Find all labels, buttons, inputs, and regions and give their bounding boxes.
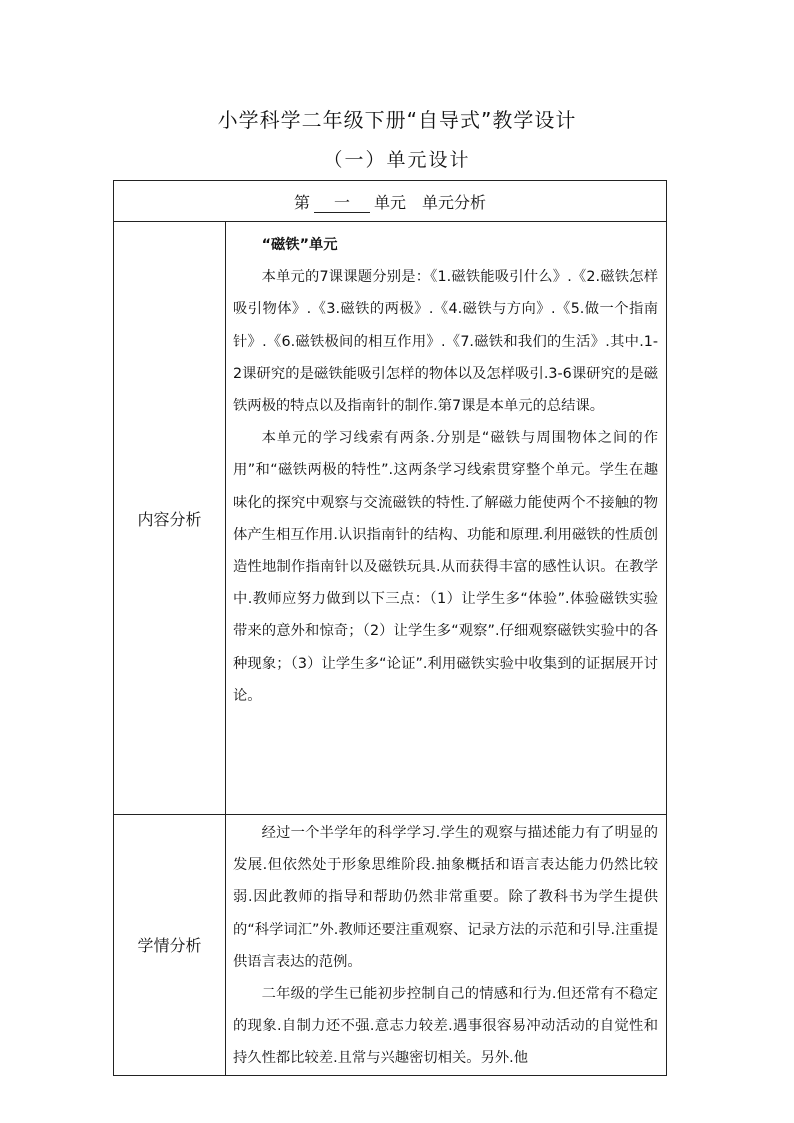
learner-analysis-cell (226, 815, 667, 1076)
content-paragraph: 本单元的7课课题分别是：《1.磁铁能吸引什么》.《2.磁铁怎样吸引物体》.《3.磁铁的两极》.《4.磁铁与方向》.《5.做一个指南针》.《6.磁铁极间的相互作用》.《7.磁铁和我们的生活》.其中.1-2课研究的是磁铁能吸引怎样的物体以及怎样吸引.3-6课研究的是磁铁两极的特点以及指南针的制作.第7课是本单元的总结课。 (233, 269, 658, 415)
content-analysis-cell (226, 222, 667, 815)
table-row (114, 815, 667, 1076)
section-subtitle: （一）单元设计 (323, 149, 471, 171)
content-paragraph: 本单元的学习线索有两条.分别是“磁铁与周围物体之间的作用”和“磁铁两极的特性”.这两条学习线索贯穿整个单元。学生在趣味化的探究中观察与交流磁铁的特性.了解磁力能使两个不接触的物体产生相互作用.认识指南针的结构、功能和原理.利用磁铁的性质创造性地制作指南针以及磁铁玩具.从而获得丰富的感性认识。在教学中.教师应努力做到以下三点：（1）让学生多“体验”.体验磁铁实验带来的意外和惊奇；（2）让学生多“观察”.仔细观察磁铁实验中的各种现象；（3）让学生多“论证”.利用磁铁实验中收集到的证据展开讨论。 (233, 430, 658, 704)
table-row (114, 222, 667, 815)
content-paragraph: 二年级的学生已能初步控制自己的情感和行为.但还常有不稳定的现象.自制力还不强.意志力较差.遇事很容易冲动活动的自觉性和持久性都比较差.且常与兴趣密切相关。另外.他 (233, 986, 658, 1067)
row-label-content-analysis: 内容分析 (114, 222, 226, 815)
table-header-row (114, 181, 667, 222)
content-paragraph: 经过一个半学年的科学学习.学生的观察与描述能力有了明显的发展.但依然处于形象思维阶段.抽象概括和语言表达能力仍然比较弱.因此教师的指导和帮助仍然非常重要。除了教科书为学生提供的“科学词汇”外.教师还要注重观察、记录方法的示范和引导.注重提供语言表达的范例。 (233, 825, 658, 970)
unit-number-blank: 一 (314, 194, 370, 213)
header-suffix: 单元 单元分析 (374, 192, 487, 212)
unit-heading: “磁铁”单元 (261, 237, 338, 253)
document-title: 小学科学二年级下册“自导式”教学设计 (217, 108, 577, 132)
header-prefix: 第 (293, 192, 310, 212)
table-header-cell (114, 181, 667, 222)
row-label-learner-analysis: 学情分析 (114, 815, 226, 1076)
unit-analysis-table (113, 180, 667, 1076)
